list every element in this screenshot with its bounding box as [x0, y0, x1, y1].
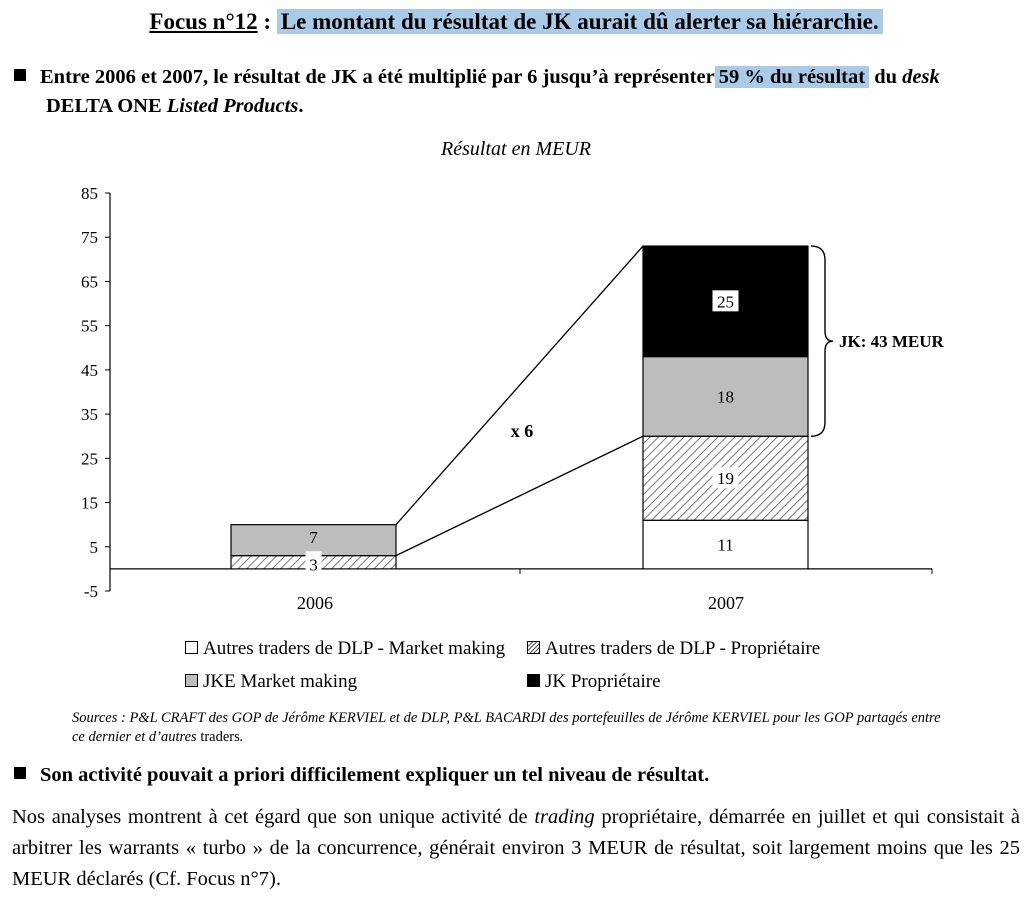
legend-label: JKE Market making: [203, 671, 358, 692]
legend-label: JK Propriétaire: [545, 671, 661, 692]
y-tick-label: 75: [81, 228, 98, 248]
y-tick-label: 25: [81, 449, 98, 469]
legend-swatch-white: [185, 641, 198, 654]
legend-swatch-grey: [185, 674, 198, 687]
brace-jk: [811, 246, 833, 436]
data-label: 25: [717, 292, 734, 312]
y-tick-label: 45: [81, 360, 98, 380]
bullet1-italic: desk: [902, 66, 940, 88]
legend-item-jke-mm: [185, 671, 357, 693]
bullet1-text-2: du: [869, 66, 903, 88]
x-category-label: 2006: [297, 592, 333, 610]
chart-title: Résultat en MEUR: [441, 138, 591, 160]
bullet1-line2-italic: Listed Products: [166, 95, 299, 117]
page-title: [0, 9, 1032, 35]
legend-swatch-hatch: [527, 641, 540, 654]
data-label: 19: [717, 469, 734, 489]
bullet1-line2: DELTA ONE: [46, 95, 167, 117]
focus-title: Le montant du résultat de JK aurait dû alerter sa hiérarchie.: [277, 9, 883, 34]
y-tick-label: 15: [81, 493, 98, 513]
legend-item-jk-prop: [527, 671, 661, 693]
bullet1-highlight: 59 % du résultat: [715, 66, 869, 88]
legend-label: Autres traders de DLP - Propriétaire: [545, 638, 821, 659]
brace-label: JK: 43 MEUR: [839, 332, 944, 352]
bullet-point-1: [14, 63, 1024, 121]
bullet1-text: Entre 2006 et 2007, le résultat de JK a été multiplié par 6 jusqu’à représenter: [40, 66, 715, 88]
bullet2-text: Son activité pouvait a priori difficilement expliquer un tel niveau de résultat.: [40, 764, 710, 786]
legend-item-autres-prop: [527, 638, 820, 660]
x-category-label: 2007: [708, 592, 744, 610]
data-label: 7: [309, 528, 318, 548]
connector-line-top: [396, 246, 643, 525]
sources-text-end: .: [239, 729, 244, 745]
y-tick-label: 65: [81, 272, 98, 292]
paragraph-italic: trading: [534, 806, 595, 828]
bullet-square-icon: [14, 69, 26, 81]
legend-swatch-black: [527, 674, 540, 687]
bullet-point-2: [14, 761, 709, 790]
bullet1-line2-end: .: [298, 95, 304, 117]
body-paragraph: [12, 802, 1020, 895]
paragraph-text: Nos analyses montrent à cet égard que son unique activité de: [12, 806, 535, 828]
bullet-square-icon: [14, 767, 26, 779]
data-label: 11: [717, 535, 734, 555]
title-separator: :: [257, 9, 277, 34]
data-label: 18: [717, 387, 734, 407]
sources-text-upright: traders: [200, 729, 240, 745]
connector-line-bottom: [396, 436, 643, 555]
legend-label: Autres traders de DLP - Market making: [203, 638, 506, 659]
sources-text: Sources : P&L CRAFT des GOP de Jérôme KERVIEL et de DLP, P&L BACARDI des portefeuilles de Jérôme KERVIEL pour les GOP partagés entre ce dernier et d’autres: [72, 710, 941, 745]
multiplier-annotation: x 6: [510, 421, 534, 441]
y-tick-label: 55: [81, 316, 98, 336]
legend-item-autres-mm: [185, 638, 505, 660]
data-label: 3: [309, 555, 318, 575]
paragraph-text-2: propriétaire, démarrée en juillet et qui consistait à arbitrer les warrants « turbo » de la concurrence, générait environ 3 MEUR de résultat, soit largement moins que les 25 MEUR déclarés (Cf. Focus n°7).: [12, 806, 1021, 890]
y-tick-label: -5: [83, 582, 98, 601]
stacked-bar-chart: [0, 170, 1032, 610]
y-tick-label: 35: [81, 405, 98, 425]
sources-note: [72, 709, 952, 747]
y-tick-label: 85: [81, 184, 98, 203]
y-tick-label: 5: [89, 537, 98, 557]
focus-label: Focus n°12: [149, 9, 258, 34]
